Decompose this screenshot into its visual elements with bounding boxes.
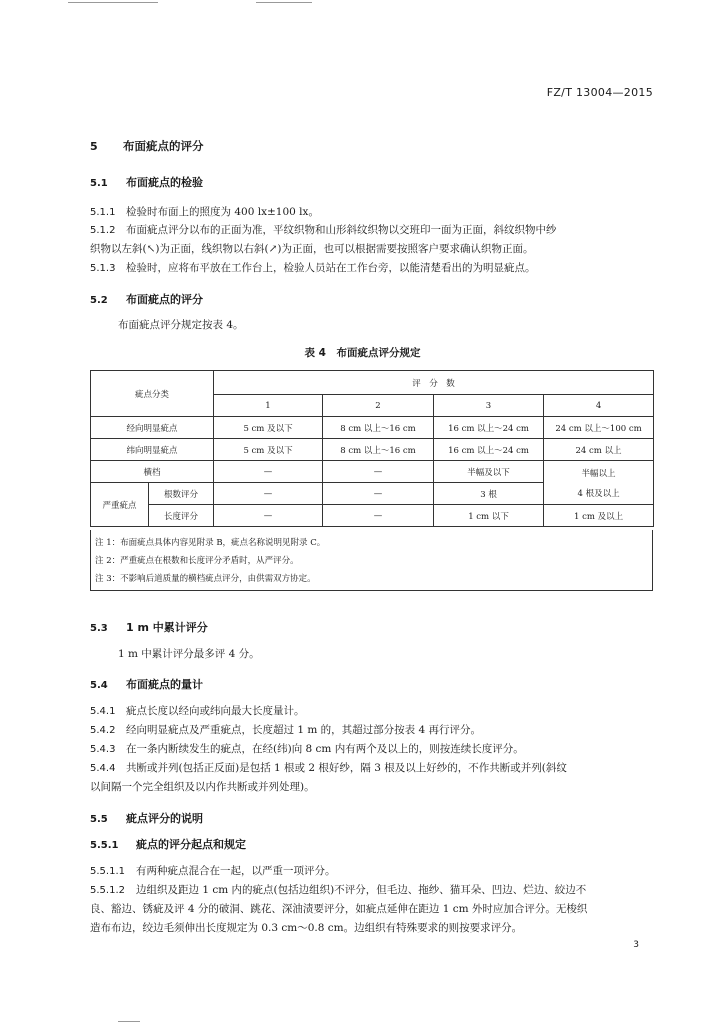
table-note: 注 3：不影响后道质量的横档疵点评分，由供需双方协定。: [95, 574, 316, 584]
clause-5-1-2: [90, 221, 557, 240]
table-cell: —: [214, 483, 323, 505]
header-col: 2: [323, 395, 434, 417]
table-row: [91, 461, 654, 483]
clause-text: 布面疵点评分以布的正面为准，平纹织物和山形斜纹织物以交班印一面为正面，斜纹织物中纱: [126, 224, 557, 236]
table-row: [91, 505, 654, 527]
section-number: 5.3: [90, 623, 108, 634]
section-number: 5.2: [90, 295, 108, 306]
clause-5-4-3: [90, 740, 524, 759]
section-title: 布面疵点的量计: [126, 678, 203, 691]
header-col: 1: [214, 395, 323, 417]
clause-5-4-4: [90, 759, 567, 778]
table-cell: 16 cm 以上～24 cm: [434, 439, 544, 461]
section-5-1-heading: [90, 174, 203, 190]
table-cell: —: [323, 461, 434, 483]
clause-5-5-1-2: [90, 881, 586, 900]
table-note: 注 2：严重疵点在根数和长度评分矛盾时，从严评分。: [95, 556, 299, 566]
header-col: 4: [544, 395, 654, 417]
table-cell: 24 cm 以上: [544, 439, 654, 461]
row-label: 经向明显疵点: [91, 417, 214, 439]
score-table: [90, 370, 654, 527]
table-row: [91, 417, 654, 439]
paragraph-5-2: 布面疵点评分规定按表 4。: [118, 319, 244, 331]
section-title: 布面疵点的评分: [126, 293, 203, 306]
row-label: 纬向明显疵点: [91, 439, 214, 461]
row-label: 根数评分: [149, 483, 214, 505]
clause-text: 共断或并列(包括正反面)是包括 1 根或 2 根好纱，隔 3 根及以上好纱的，不作共断或并列(斜纹: [126, 762, 567, 774]
table-cell: 1 cm 及以上: [544, 505, 654, 527]
clause-text: 边组织及距边 1 cm 内的疵点(包括边组织)不评分，但毛边、拖纱、猫耳朵、凹边、烂边、絞边不: [136, 884, 587, 896]
clause-5-5-1-2-line3: 造布布边，绞边毛须伸出长度规定为 0.3 cm～0.8 cm。边组织有特殊要求的则按要求评分。: [90, 922, 523, 934]
row-label: 长度评分: [149, 505, 214, 527]
clause-5-4-1: [90, 702, 305, 721]
clause-number: 5.1.1: [90, 207, 116, 218]
section-5-2-heading: [90, 291, 203, 307]
header-defect-category: 疵点分类: [91, 371, 214, 417]
table-cell: 3 根: [434, 483, 544, 505]
table-cell: 5 cm 及以下: [214, 439, 323, 461]
page-number: 3: [633, 940, 639, 950]
table-cell: —: [214, 505, 323, 527]
table-cell: 8 cm 以上～16 cm: [323, 439, 434, 461]
section-5-5-heading: [90, 810, 203, 826]
table-cell: —: [323, 505, 434, 527]
table-cell: —: [214, 461, 323, 483]
section-title: 疵点评分的说明: [126, 812, 203, 825]
top-edge-mark: [68, 2, 158, 3]
section-number: 5.4: [90, 680, 108, 691]
clause-5-5-1-1: [90, 862, 336, 881]
clause-number: 5.4.2: [90, 725, 116, 736]
paragraph-5-3: 1 m 中累计评分最多评 4 分。: [118, 648, 260, 660]
clause-5-5-1-2-line2: 良、豁边、锈疵及评 4 分的破洞、跳花、深油渍要评分，如疵点延伸在距边 1 cm 外时应加合评分。无梭织: [90, 903, 588, 915]
table-note: 注 1：布面疵点具体内容见附录 B，疵点名称说明见附录 C。: [95, 538, 326, 548]
section-5-5-1-heading: [90, 836, 246, 852]
cell-line: 半幅以上: [581, 468, 616, 479]
section-title: 疵点的评分起点和规定: [136, 838, 246, 851]
table-row: [91, 439, 654, 461]
clause-text: 检验时，应将布平放在工作台上，检验人员站在工作台旁，以能清楚看出的为明显疵点。: [126, 262, 536, 274]
table-cell: 24 cm 以上～100 cm: [544, 417, 654, 439]
section-number: 5.5.1: [90, 840, 119, 851]
header-score: 评 分 数: [214, 371, 654, 395]
section-5-heading: [90, 138, 204, 154]
clause-number: 5.1.3: [90, 263, 116, 274]
table-cell: 1 cm 以下: [434, 505, 544, 527]
clause-5-4-2: [90, 721, 481, 740]
table-notes: [90, 530, 653, 591]
header-col: 3: [434, 395, 544, 417]
section-5-3-heading: [90, 619, 208, 635]
clause-5-1-3: [90, 259, 536, 278]
clause-text: 有两种疵点混合在一起，以严重一项评分。: [136, 865, 336, 877]
table-cell: [544, 461, 654, 505]
clause-text: 经向明显疵点及严重疵点，长度超过 1 m 的，其超过部分按表 4 再行评分。: [126, 724, 482, 736]
cell-line: 4 根及以上: [577, 488, 620, 499]
table-cell: 8 cm 以上～16 cm: [323, 417, 434, 439]
clause-text: 疵点长度以经向或纬向最大长度量计。: [126, 705, 305, 717]
clause-text: 检验时布面上的照度为 400 lx±100 lx。: [126, 206, 319, 218]
clause-5-1-2-line2: 织物以左斜(↖)为正面，线织物以右斜(↗)为正面，也可以根据需要按照客户要求确认织物正面。: [90, 243, 534, 255]
clause-number: 5.4.3: [90, 744, 116, 755]
section-title: 布面疵点的评分: [123, 139, 204, 153]
section-title: 布面疵点的检验: [126, 176, 203, 189]
top-edge-mark: [256, 2, 312, 3]
section-number: 5.1: [90, 178, 108, 189]
standard-number: FZ/T 13004—2015: [546, 86, 653, 99]
clause-number: 5.5.1.2: [90, 885, 125, 896]
row-label: 横档: [91, 461, 214, 483]
clause-number: 5.1.2: [90, 225, 116, 236]
section-number: 5.5: [90, 814, 108, 825]
table-cell: —: [323, 483, 434, 505]
table-cell: 16 cm 以上～24 cm: [434, 417, 544, 439]
section-number: 5: [90, 140, 98, 153]
section-title: 1 m 中累计评分: [126, 621, 208, 634]
bottom-edge-mark: [118, 1021, 140, 1022]
table-cell: 5 cm 及以下: [214, 417, 323, 439]
row-group-label: 严重疵点: [91, 483, 149, 527]
clause-text: 在一条内断续发生的疵点，在经(纬)向 8 cm 内有两个及以上的，则按连续长度评分。: [126, 743, 524, 755]
clause-5-1-1: [90, 203, 319, 222]
table-cell: 半幅及以下: [434, 461, 544, 483]
section-5-4-heading: [90, 676, 203, 692]
clause-5-4-4-line2: 以间隔一个完全组织及以内作共断或并列处理)。: [90, 781, 315, 793]
clause-number: 5.4.4: [90, 763, 116, 774]
clause-number: 5.5.1.1: [90, 866, 125, 877]
table-caption: 表 4 布面疵点评分规定: [304, 347, 421, 359]
clause-number: 5.4.1: [90, 706, 116, 717]
